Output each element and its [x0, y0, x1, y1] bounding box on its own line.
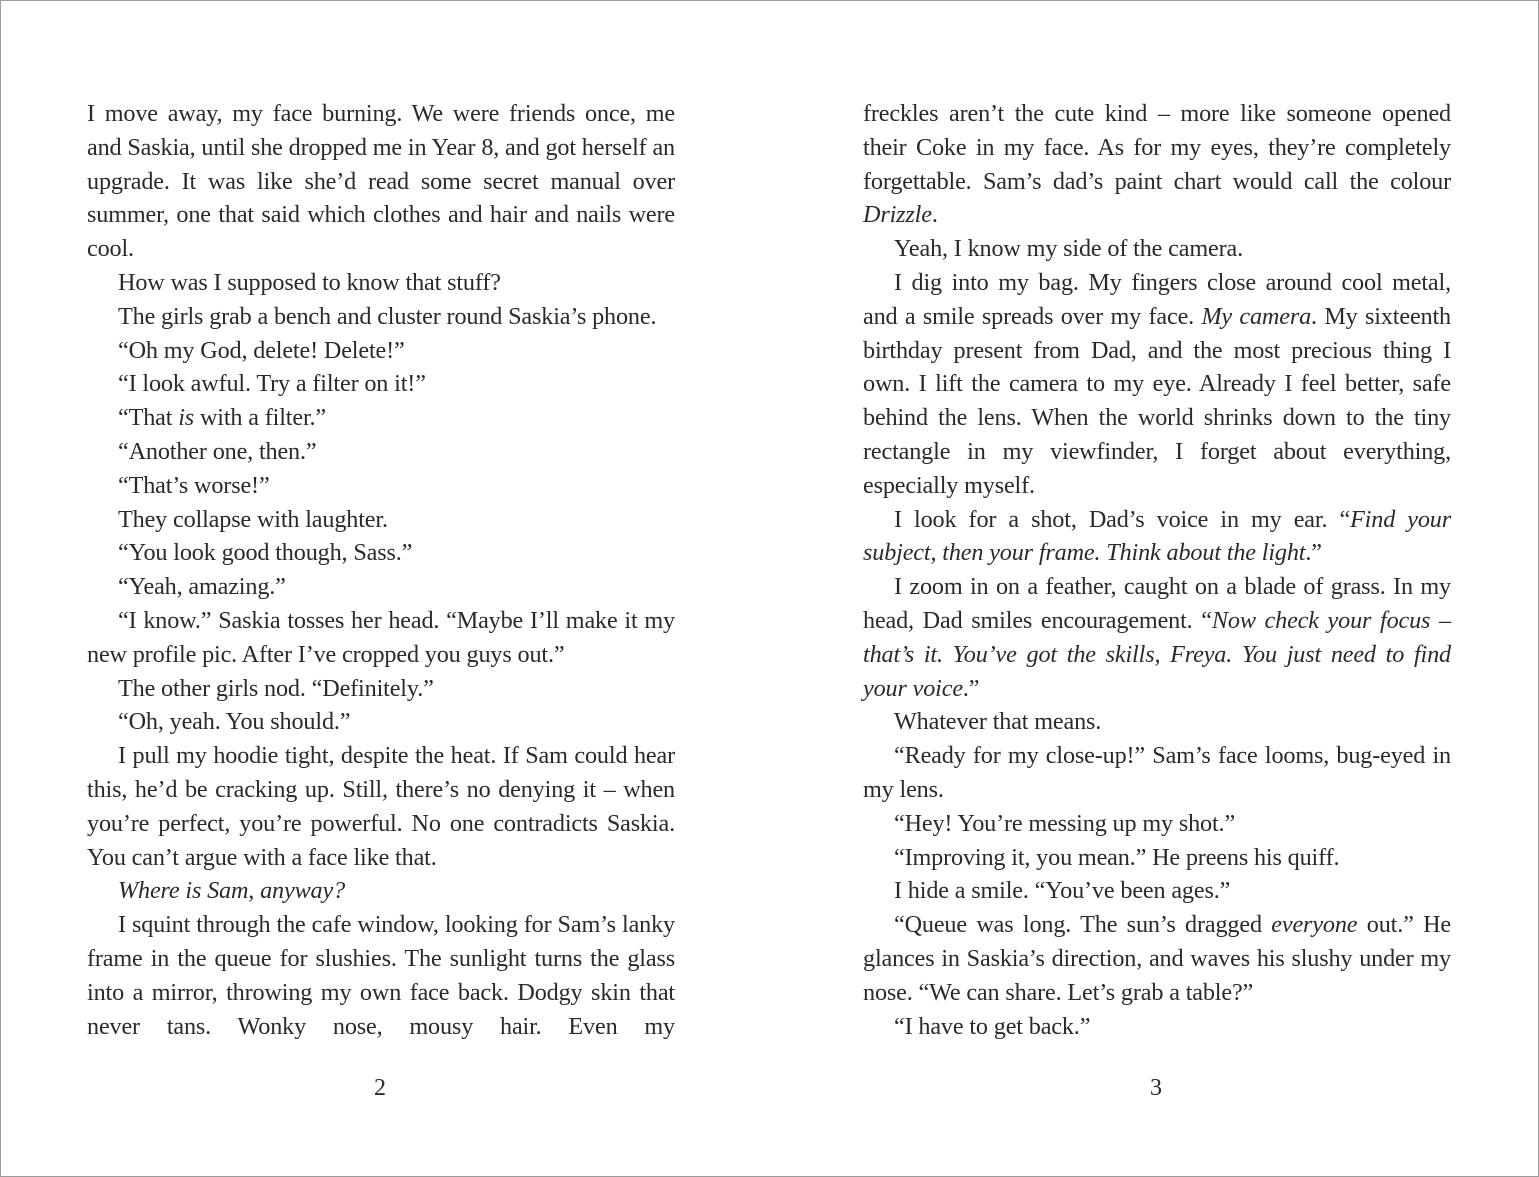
paragraph: “Queue was long. The sun’s dragged everyone out.” He glances in Saskia’s direction, and waves his slushy under my nose. “We can share. Let’s grab a table?”: [863, 911, 1452, 1006]
paragraph: How was I supposed to know that stuff?: [118, 268, 501, 296]
page-number-right: 3: [1150, 1075, 1162, 1101]
paragraph: “That is with a filter.”: [118, 404, 326, 432]
paragraph: “Yeah, amazing.”: [118, 573, 286, 601]
right-page: [863, 97, 1451, 1043]
paragraph: freckles aren’t the cute kind – more like someone opened their Coke in my face. As for my eyes, they’re completely forgettable. Sam’s dad’s paint chart would call the colour Drizzle.: [863, 100, 1451, 229]
paragraph: I look for a shot, Dad’s voice in my ear. “Find your subject, then your frame. Think about the light.”: [863, 505, 1451, 567]
paragraph: The other girls nod. “Definitely.”: [118, 674, 434, 702]
paragraph: “Oh, yeah. You should.”: [118, 708, 351, 736]
paragraph: “I have to get back.”: [894, 1012, 1091, 1040]
paragraph: “I know.” Saskia tosses her head. “Maybe I’ll make it my new profile pic. After I’ve cropped you guys out.”: [87, 606, 675, 668]
paragraph: “Another one, then.”: [118, 437, 317, 465]
paragraph: I zoom in on a feather, caught on a blade of grass. In my head, Dad smiles encouragement. “Now check your focus – that’s it. You’ve got the skills, Freya. You just need to find your voice.”: [863, 573, 1451, 702]
paragraph: The girls grab a bench and cluster round Saskia’s phone.: [118, 302, 657, 330]
paragraph: I squint through the cafe window, looking for Sam’s lanky frame in the queue for slushies. The sunlight turns the glass into a mirror, throwing my own face back. Dodgy skin that never tans. Wonky nose, mousy hair. Even my: [87, 911, 675, 1040]
paragraph: “I look awful. Try a filter on it!”: [118, 370, 426, 398]
paragraph: Where is Sam, anyway?: [118, 877, 346, 905]
left-page: [87, 97, 675, 1043]
paragraph: I move away, my face burning. We were friends once, me and Saskia, until she dropped me in Year 8, and got herself an upgrade. It was like she’d read some secret manual over summer, one that said which clothes and hair and nails were cool.: [87, 100, 675, 263]
paragraph: “Improving it, you mean.” He preens his quiff.: [894, 843, 1340, 871]
paragraph: “Hey! You’re messing up my shot.”: [894, 809, 1236, 837]
paragraph: “That’s worse!”: [118, 471, 270, 499]
paragraph: I hide a smile. “You’ve been ages.”: [894, 877, 1231, 905]
paragraph: Whatever that means.: [894, 708, 1102, 736]
paragraph: Yeah, I know my side of the camera.: [894, 235, 1243, 263]
paragraph: “You look good though, Sass.”: [118, 539, 413, 567]
paragraph: “Ready for my close-up!” Sam’s face looms, bug-eyed in my lens.: [863, 742, 1451, 803]
paragraph: “Oh my God, delete! Delete!”: [118, 336, 405, 364]
paragraph: They collapse with laughter.: [118, 505, 388, 533]
page-number-left: 2: [374, 1075, 386, 1101]
paragraph: I pull my hoodie tight, despite the heat. If Sam could hear this, he’d be cracking up. Still, there’s no denying it – when you’re perfect, you’re powerful. No one contradicts Saskia. You can’t argue with a face like that.: [87, 742, 675, 871]
paragraph: I dig into my bag. My fingers close around cool metal, and a smile spreads over my face. My camera. My sixteenth birthday present from Dad, and the most precious thing I own. I lift the camera to my eye. Already I feel better, safe behind the lens. When the world shrinks down to the tiny rectangle in my viewfinder, I forget about everything, especially myself.: [863, 268, 1451, 499]
